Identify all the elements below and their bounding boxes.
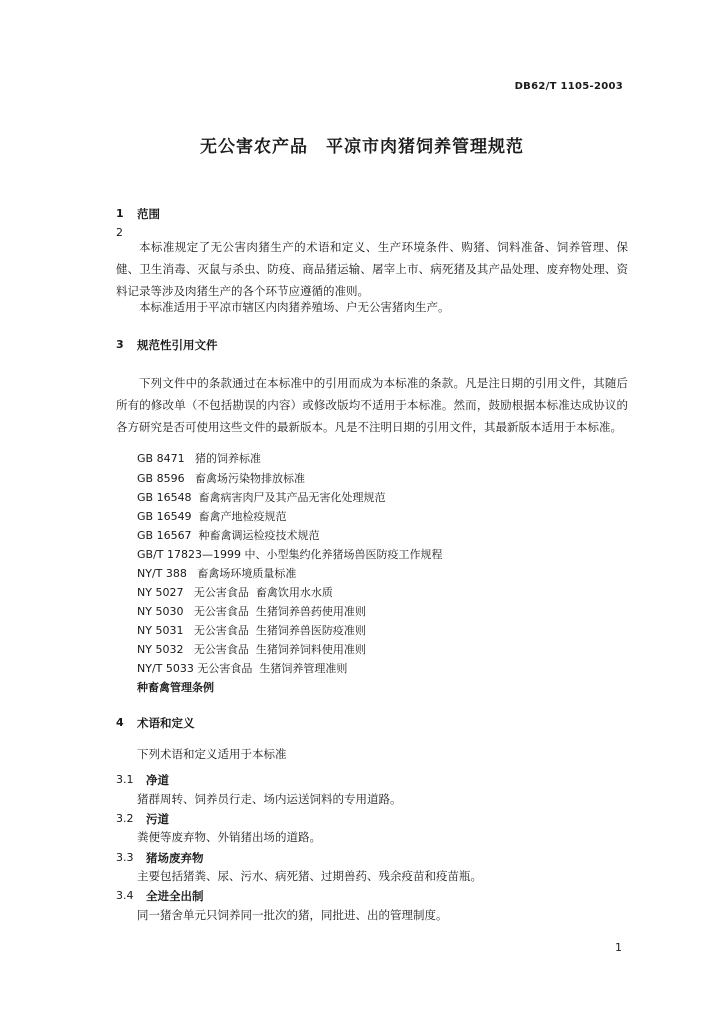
reference-item: 种畜禽管理条例 xyxy=(137,681,214,694)
section-3-number: 3 xyxy=(116,338,124,351)
definition-number: 3.1 xyxy=(116,773,134,786)
reference-item: NY/T 388 畜禽场环境质量标准 xyxy=(137,567,297,580)
reference-item: NY 5030 无公害食品 生猪饲养兽药使用准则 xyxy=(137,605,366,618)
section-3-intro: 下列文件中的条款通过在本标准中的引用而成为本标准的条款。凡是注日期的引用文件，其随后所有的修改单（不包括勘误的内容）或修改版均不适用于本标准。然而，鼓励根据本标准达成协议的各方研究是否可使用这些文件的最新版本。凡是不注明日期的引用文件，其最新版本适用于本标准。 xyxy=(116,376,628,434)
definition-text: 同一猪舍单元只饲养同一批次的猪，同批进、出的管理制度。 xyxy=(137,908,448,922)
reference-item: GB 16567 种畜禽调运检疫技术规范 xyxy=(137,529,320,542)
section-1-paragraph: 本标准规定了无公害肉猪生产的术语和定义、生产环境条件、购猪、饲料准备、饲养管理、保健、卫生消毒、灭鼠与杀虫、防疫、商品猪运输、屠宰上市、病死猪及其产品处理、废弃物处理、资料记录等涉及肉猪生产的各个环节应遵循的准则。 xyxy=(116,240,628,298)
section-3-title: 规范性引用文件 xyxy=(137,338,218,352)
section-1-number: 1 xyxy=(116,207,124,220)
definition-term: 猪场废弃物 xyxy=(146,851,204,865)
reference-item: NY 5031 无公害食品 生猪饲养兽医防疫准则 xyxy=(137,624,366,637)
reference-item: NY/T 5033 无公害食品 生猪饲养管理准则 xyxy=(137,662,348,675)
section-1-title: 范围 xyxy=(137,207,160,221)
section-4-intro: 下列术语和定义适用于本标准 xyxy=(137,747,287,761)
section-4-number: 4 xyxy=(116,716,124,729)
section-2-number: 2 xyxy=(116,226,123,239)
definition-number: 3.3 xyxy=(116,851,134,864)
section-4-title: 术语和定义 xyxy=(137,716,195,730)
document-title: 无公害农产品 平凉市肉猪饲养管理规范 xyxy=(200,137,524,157)
definition-text: 主要包括猪粪、尿、污水、病死猪、过期兽药、残余疫苗和疫苗瓶。 xyxy=(137,869,482,883)
definition-term: 全进全出制 xyxy=(146,889,204,903)
definition-text: 粪便等废弃物、外销猪出场的道路。 xyxy=(137,830,321,844)
reference-item: NY 5027 无公害食品 畜禽饮用水水质 xyxy=(137,586,333,599)
definition-text: 猪群周转、饲养员行走、场内运送饲料的专用道路。 xyxy=(137,792,402,806)
definition-term: 净道 xyxy=(146,773,169,787)
reference-item: GB 8596 畜禽场污染物排放标准 xyxy=(137,472,306,485)
definition-term: 污道 xyxy=(146,812,169,826)
standard-code: DB62/T 1105-2003 xyxy=(514,81,623,92)
reference-item: GB 16549 畜禽产地检疫规范 xyxy=(137,510,287,523)
page-number: 1 xyxy=(615,941,622,954)
definition-number: 3.2 xyxy=(116,812,134,825)
reference-item: GB 16548 畜禽病害肉尸及其产品无害化处理规范 xyxy=(137,491,386,504)
section-1-paragraph: 本标准适用于平凉市辖区内肉猪养殖场、户无公害猪肉生产。 xyxy=(139,300,450,314)
reference-item: GB 8471 猪的饲养标准 xyxy=(137,452,262,465)
definition-number: 3.4 xyxy=(116,889,134,902)
reference-item: GB/T 17823—1999 中、小型集约化养猪场兽医防疫工作规程 xyxy=(137,548,443,561)
reference-item: NY 5032 无公害食品 生猪饲养饲料使用准则 xyxy=(137,643,366,656)
